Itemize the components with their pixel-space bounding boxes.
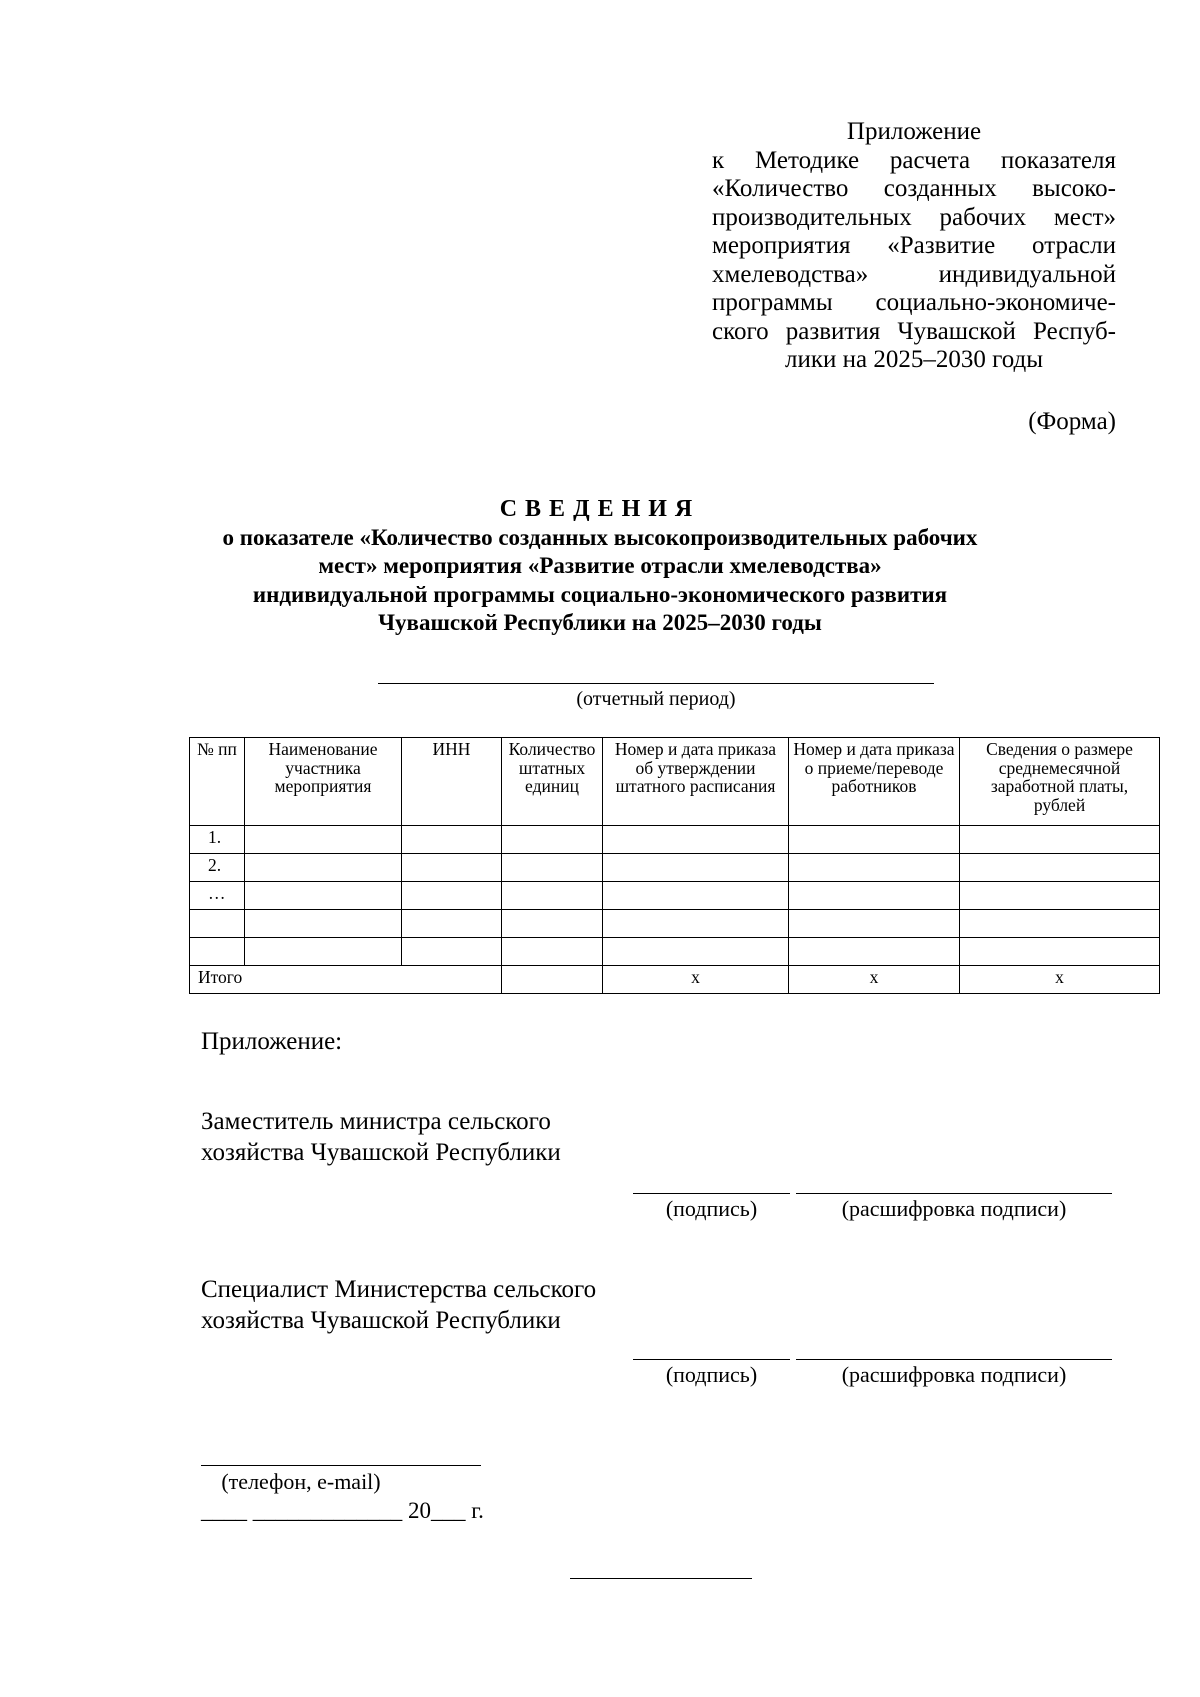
appendix-line-last: лики на 2025–2030 годы <box>784 346 1044 373</box>
header-staff-schedule-order: Номер и дата приказа об утверждении штатного расписания <box>603 738 789 826</box>
header-inn: ИНН <box>402 738 502 826</box>
table-cell[interactable] <box>960 938 1160 966</box>
appendix-line: программы социально-экономиче- <box>712 289 1116 316</box>
form-label: (Форма) <box>1028 408 1116 435</box>
total-label: Итого <box>190 966 502 994</box>
attachment-label: Приложение: <box>201 1028 343 1055</box>
signatory-title <box>201 1274 596 1336</box>
signature-decode-label: (расшифровка подписи) <box>841 1196 1067 1221</box>
report-table <box>189 737 1160 994</box>
table-cell[interactable] <box>245 826 402 854</box>
table-cell[interactable] <box>789 910 960 938</box>
table-cell[interactable] <box>402 854 502 882</box>
table-row <box>190 882 1160 910</box>
contact-label: (телефон, e-mail) <box>221 1469 381 1494</box>
appendix-line: «Количество созданных высоко- <box>712 175 1116 202</box>
table-cell[interactable] <box>245 938 402 966</box>
table-cell[interactable] <box>502 854 603 882</box>
table-cell[interactable] <box>402 826 502 854</box>
table-header-row <box>190 738 1160 826</box>
table-total-row <box>190 966 1160 994</box>
signatory-title-line: Заместитель министра сельского <box>201 1108 551 1135</box>
appendix-heading: Приложение <box>846 118 982 145</box>
row-number: … <box>190 882 245 910</box>
table-row <box>190 826 1160 854</box>
table-cell[interactable] <box>402 938 502 966</box>
table-cell[interactable] <box>502 938 603 966</box>
appendix-line: ского развития Чувашской Респуб- <box>712 317 1116 345</box>
appendix-line: производительных рабочих мест» <box>712 203 1116 231</box>
signature-label: (подпись) <box>665 1196 758 1221</box>
row-number: 2. <box>190 854 245 882</box>
table-cell[interactable] <box>603 882 789 910</box>
header-number: № пп <box>190 738 245 826</box>
signature-line[interactable] <box>633 1359 790 1360</box>
total-mark: х <box>960 966 1160 994</box>
appendix-line: мероприятия «Развитие отрасли <box>712 232 1116 259</box>
title-heading: СВЕДЕНИЯ <box>499 496 701 522</box>
total-staff-cell[interactable] <box>502 966 603 994</box>
table-cell[interactable] <box>603 910 789 938</box>
date-line[interactable]: ____ _____________ 20___ г. <box>201 1498 484 1523</box>
table-cell[interactable] <box>502 826 603 854</box>
row-number <box>190 938 245 966</box>
title-line: о показателе «Количество созданных высокопроизводительных рабочих <box>222 524 978 550</box>
table-cell[interactable] <box>603 938 789 966</box>
table-row <box>190 910 1160 938</box>
table-row <box>190 938 1160 966</box>
header-salary: Сведения о размере среднемесячной заработной платы, рублей <box>960 738 1160 826</box>
signatory-title-line: хозяйства Чувашской Республики <box>201 1307 561 1334</box>
signature-decode-line[interactable] <box>796 1193 1112 1194</box>
signatory-title-line: хозяйства Чувашской Республики <box>201 1139 561 1166</box>
contact-fill-line[interactable] <box>201 1465 481 1466</box>
row-number: 1. <box>190 826 245 854</box>
header-participant: Наименование участника мероприятия <box>245 738 402 826</box>
table-cell[interactable] <box>960 854 1160 882</box>
signatory-title <box>201 1106 561 1168</box>
period-fill-line <box>378 683 934 684</box>
header-staff-units: Количество штатных единиц <box>502 738 603 826</box>
table-cell[interactable] <box>789 826 960 854</box>
table-cell[interactable] <box>960 826 1160 854</box>
table-cell[interactable] <box>245 882 402 910</box>
period-label: (отчетный период) <box>576 688 736 710</box>
title-line: мест» мероприятия «Развитие отрасли хмелеводства» <box>318 553 882 578</box>
table-cell[interactable] <box>960 910 1160 938</box>
table-cell[interactable] <box>245 854 402 882</box>
appendix-line: к Методике расчета показателя <box>712 146 1116 174</box>
table-cell[interactable] <box>502 882 603 910</box>
document-title <box>150 495 1050 638</box>
row-number <box>190 910 245 938</box>
title-line: Чувашской Республики на 2025–2030 годы <box>378 610 822 635</box>
table-cell[interactable] <box>245 910 402 938</box>
appendix-line: хмелеводства» индивидуальной <box>712 260 1116 288</box>
total-mark: х <box>789 966 960 994</box>
table-cell[interactable] <box>789 938 960 966</box>
table-row <box>190 854 1160 882</box>
table-cell[interactable] <box>402 910 502 938</box>
title-line: индивидуальной программы социально-экономического развития <box>252 581 948 607</box>
table-cell[interactable] <box>502 910 603 938</box>
table-cell[interactable] <box>789 854 960 882</box>
table-cell[interactable] <box>789 882 960 910</box>
bottom-divider <box>570 1578 752 1579</box>
signature-decode-line[interactable] <box>796 1359 1112 1360</box>
appendix-block <box>712 118 1116 375</box>
table-cell[interactable] <box>603 826 789 854</box>
signatory-title-line: Специалист Министерства сельского <box>201 1276 597 1303</box>
signature-label: (подпись) <box>665 1362 758 1387</box>
signature-decode-label: (расшифровка подписи) <box>841 1362 1067 1387</box>
table-cell[interactable] <box>960 882 1160 910</box>
header-hiring-order: Номер и дата приказа о приеме/переводе работников <box>789 738 960 826</box>
table-cell[interactable] <box>603 854 789 882</box>
signature-line[interactable] <box>633 1193 790 1194</box>
total-mark: х <box>603 966 789 994</box>
table-cell[interactable] <box>402 882 502 910</box>
